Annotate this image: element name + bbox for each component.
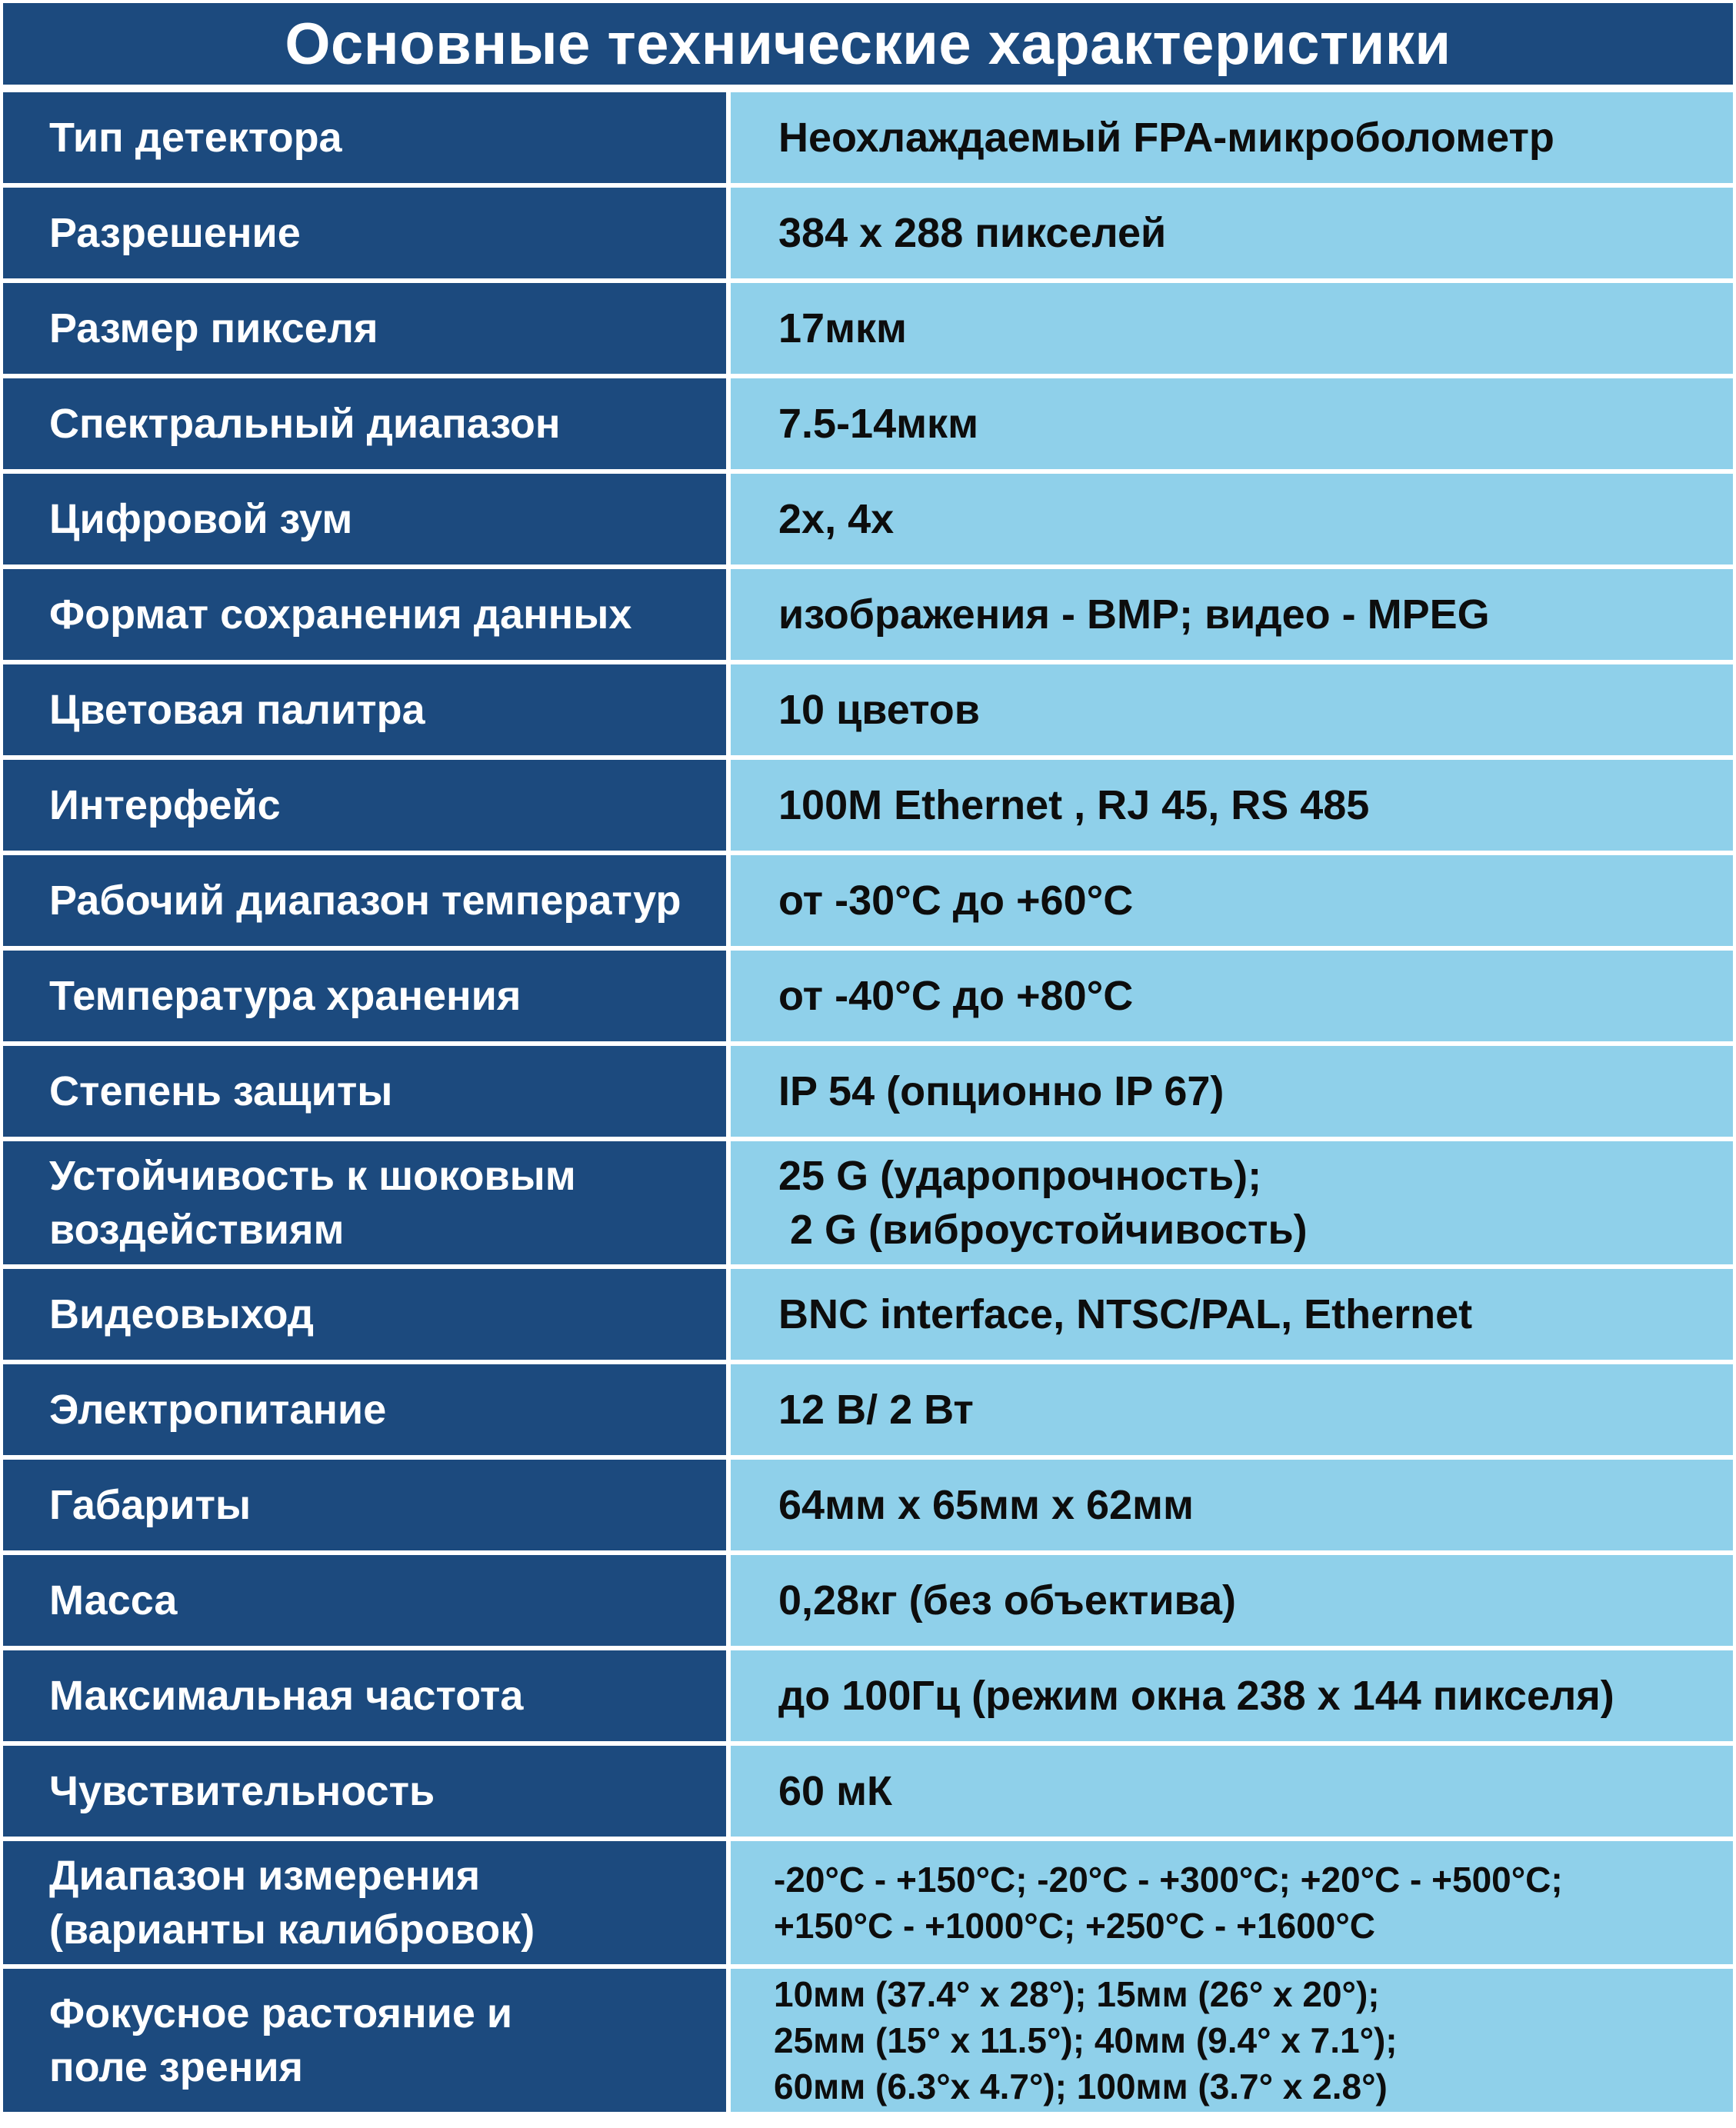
row-value: изображения - BMP; видео - MPEG: [731, 569, 1733, 660]
row-value: Неохлаждаемый FPA-микроболометр: [731, 92, 1733, 183]
table-row: [3, 1269, 1733, 1360]
row-value-line: 25мм (15° x 11.5°); 40мм (9.4° x 7.1°);: [774, 2020, 1398, 2060]
spec-table: [3, 92, 1733, 2116]
row-value: 7.5-14мкм: [731, 378, 1733, 469]
table-row: [3, 569, 1733, 660]
row-label: Степень защиты: [3, 1046, 726, 1137]
table-row: [3, 760, 1733, 851]
table-row: [3, 378, 1733, 469]
table-row: [3, 188, 1733, 278]
row-label: [3, 1841, 726, 1964]
row-label-line: (варианты калибровок): [49, 1907, 535, 1953]
table-row: [3, 1555, 1733, 1646]
row-label: Спектральный диапазон: [3, 378, 726, 469]
row-label: Максимальная частота: [3, 1650, 726, 1741]
table-row: [3, 1969, 1733, 2112]
row-label-line: поле зрения: [49, 2044, 304, 2090]
page-title: Основные технические характеристики: [285, 11, 1451, 77]
row-label: [3, 1141, 726, 1264]
table-row: [3, 474, 1733, 564]
table-row: [3, 1460, 1733, 1550]
table-row: [3, 664, 1733, 755]
row-value: 2x, 4x: [731, 474, 1733, 564]
row-label: Электропитание: [3, 1364, 726, 1455]
table-row: [3, 1746, 1733, 1837]
table-row: [3, 855, 1733, 946]
row-label: Масса: [3, 1555, 726, 1646]
row-value: [731, 1841, 1733, 1964]
row-value-line: +150°C - +1000°C; +250°C - +1600°C: [774, 1906, 1375, 1946]
row-value: 60 мК: [731, 1746, 1733, 1837]
table-row: [3, 1650, 1733, 1741]
row-value: до 100Гц (режим окна 238 x 144 пикселя): [731, 1650, 1733, 1741]
title-bar: [3, 3, 1733, 85]
row-label: Интерфейс: [3, 760, 726, 851]
table-row: [3, 951, 1733, 1041]
row-value-line: 25 G (ударопрочность);: [778, 1153, 1262, 1199]
row-value-line: 60мм (6.3°x 4.7°); 100мм (3.7° x 2.8°): [774, 2066, 1388, 2106]
row-value: 384 x 288 пикселей: [731, 188, 1733, 278]
row-label: Разрешение: [3, 188, 726, 278]
row-label: Температура хранения: [3, 951, 726, 1041]
row-label: Чувствительность: [3, 1746, 726, 1837]
row-value: 10 цветов: [731, 664, 1733, 755]
row-value-line: 10мм (37.4° x 28°); 15мм (26° x 20°);: [774, 1974, 1380, 2014]
row-value: IP 54 (опционно IP 67): [731, 1046, 1733, 1137]
row-label: Габариты: [3, 1460, 726, 1550]
row-value: 17мкм: [731, 283, 1733, 374]
row-label: Цветовая палитра: [3, 664, 726, 755]
row-value: [731, 1969, 1733, 2112]
table-row: [3, 283, 1733, 374]
row-value-line: 2 G (виброустойчивость): [778, 1207, 1308, 1253]
row-label-line: воздействиям: [49, 1207, 345, 1253]
row-value: 64мм x 65мм x 62мм: [731, 1460, 1733, 1550]
row-value: 100M Ethernet , RJ 45, RS 485: [731, 760, 1733, 851]
row-label-line: Диапазон измерения: [49, 1853, 481, 1899]
row-label: Тип детектора: [3, 92, 726, 183]
row-value: от -30°C до +60°C: [731, 855, 1733, 946]
row-value: 12 В/ 2 Вт: [731, 1364, 1733, 1455]
table-row: [3, 1141, 1733, 1264]
row-label: Видеовыход: [3, 1269, 726, 1360]
row-label: Размер пикселя: [3, 283, 726, 374]
row-label: Рабочий диапазон температур: [3, 855, 726, 946]
row-value: 0,28кг (без объектива): [731, 1555, 1733, 1646]
table-row: [3, 1841, 1733, 1964]
row-value: BNC interface, NTSC/PAL, Ethernet: [731, 1269, 1733, 1360]
row-value: от -40°C до +80°C: [731, 951, 1733, 1041]
table-row: [3, 1364, 1733, 1455]
row-label-line: Фокусное растояние и: [49, 1990, 513, 2036]
table-row: [3, 92, 1733, 183]
row-value: [731, 1141, 1733, 1264]
table-row: [3, 1046, 1733, 1137]
row-value-line: -20°C - +150°C; -20°C - +300°C; +20°C - +500°C;: [774, 1860, 1563, 1900]
row-label: Цифровой зум: [3, 474, 726, 564]
row-label: [3, 1969, 726, 2112]
row-label-line: Устойчивость к шоковым: [49, 1153, 576, 1199]
row-label: Формат сохранения данных: [3, 569, 726, 660]
